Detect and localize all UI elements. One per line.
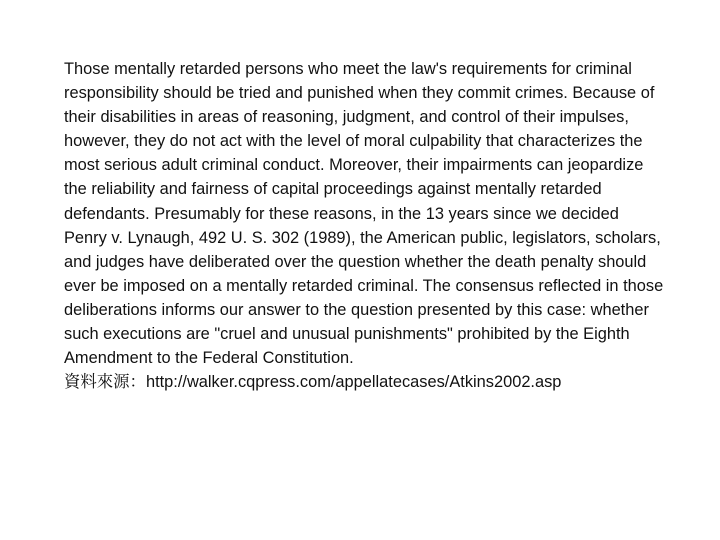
text-block: [64, 57, 664, 394]
body-paragraph: Those mentally retarded persons who meet the law's requirements for criminal responsibility should be tried and punished when they commit crimes. Because of their disabilities in areas of reasoning, judgment, and control of their impulses, however, they do not act with the level of moral culpability that characterizes the most serious adult criminal conduct. Moreover, their impairments can jeopardize the reliability and fairness of capital proceedings against mentally retarded defendants. Presumably for these reasons, in the 13 years since we decided Penry v. Lynaugh, 492 U. S. 302 (1989), the American public, legislators, scholars, and judges have deliberated over the question whether the death penalty should ever be imposed on a mentally retarded criminal. The consensus reflected in those deliberations informs our answer to the question presented by this case: whether such executions are "cruel and unusual punishments" prohibited by the Eighth Amendment to the Federal Constitution.: [64, 60, 664, 368]
source-url: http://walker.cqpress.com/appellatecases/Atkins2002.asp: [145, 373, 562, 392]
source-line: [64, 370, 664, 394]
source-label: 資料來源：: [64, 373, 146, 392]
